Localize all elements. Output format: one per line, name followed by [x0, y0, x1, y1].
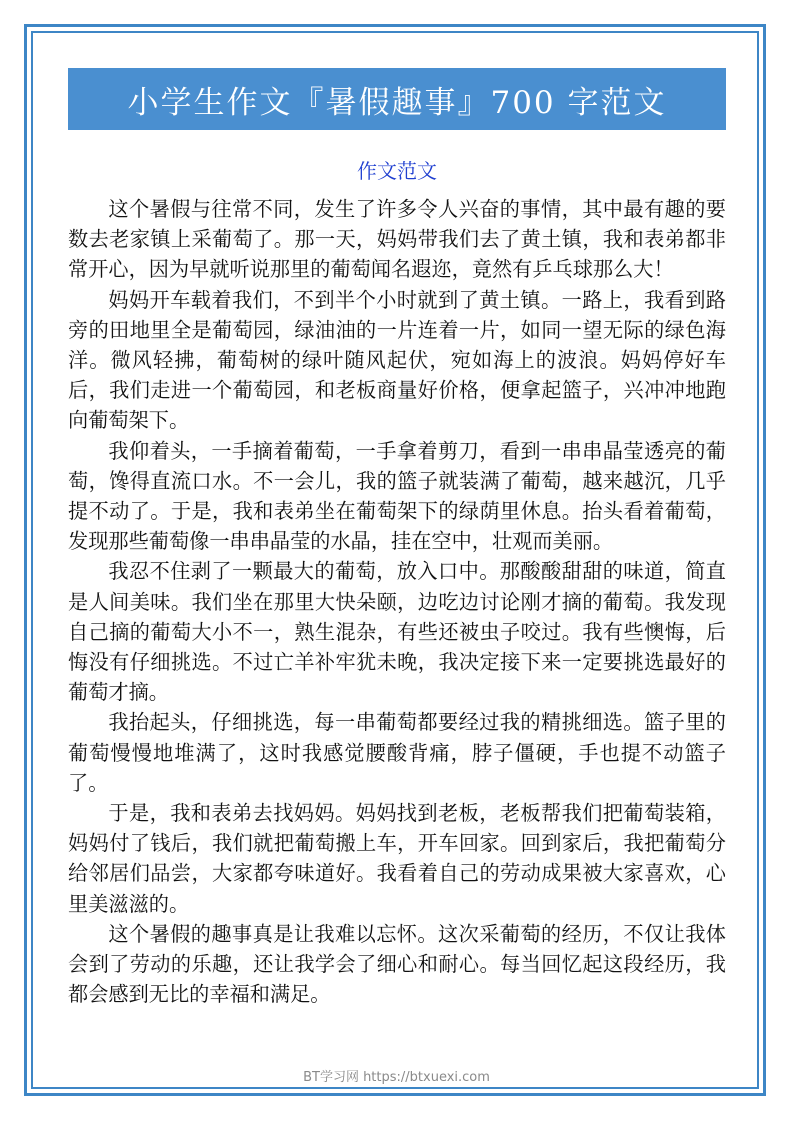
essay-body	[68, 194, 726, 1009]
page-title: 小学生作文『暑假趣事』700 字范文	[127, 84, 667, 121]
essay-paragraph: 这个暑假的趣事真是让我难以忘怀。这次采葡萄的经历，不仅让我体会到了劳动的乐趣，还让我学会了细心和耐心。每当回忆起这段经历，我都会感到无比的幸福和满足。	[68, 921, 726, 1007]
essay-paragraph: 这个暑假与往常不同，发生了许多令人兴奋的事情，其中最有趣的要数去老家镇上采葡萄了。那一天，妈妈带我们去了黄土镇，我和表弟都非常开心，因为早就听说那里的葡萄闻名遐迩，竟然有乒乓球那么大！	[68, 197, 726, 282]
essay-paragraph: 我忍不住剥了一颗最大的葡萄，放入口中。那酸酸甜甜的味道，简直是人间美味。我们坐在那里大快朵颐，边吃边讨论刚才摘的葡萄。我发现自己摘的葡萄大小不一，熟生混杂，有些还被虫子咬过。我有些懊悔，后悔没有仔细挑选。不过亡羊补牢犹未晚，我决定接下来一定要挑选最好的葡萄才摘。	[68, 559, 726, 705]
essay-paragraph: 我仰着头，一手摘着葡萄，一手拿着剪刀，看到一串串晶莹透亮的葡萄，馋得直流口水。不一会儿，我的篮子就装满了葡萄，越来越沉，几乎提不动了。于是，我和表弟坐在葡萄架下的绿荫里休息。抬头看着葡萄，发现那些葡萄像一串串晶莹的水晶，挂在空中，壮观而美丽。	[68, 438, 726, 554]
title-banner	[68, 68, 726, 130]
essay-paragraph: 我抬起头，仔细挑选，每一串葡萄都要经过我的精挑细选。篮子里的葡萄慢慢地堆满了，这时我感觉腰酸背痛，脖子僵硬，手也提不动篮子了。	[68, 710, 726, 795]
section-heading: 作文范文	[357, 159, 437, 183]
essay-paragraph: 于是，我和表弟去找妈妈。妈妈找到老板，老板帮我们把葡萄装箱，妈妈付了钱后，我们就把葡萄搬上车，开车回家。回到家后，我把葡萄分给邻居们品尝，大家都夸味道好。我看着自己的劳动成果被大家喜欢，心里美滋滋的。	[68, 801, 726, 916]
essay-paragraph: 妈妈开车载着我们，不到半个小时就到了黄土镇。一路上，我看到路旁的田地里全是葡萄园，绿油油的一片连着一片，如同一望无际的绿色海洋。微风轻拂，葡萄树的绿叶随风起伏，宛如海上的波浪。妈妈停好车后，我们走进一个葡萄园，和老板商量好价格，便拿起篮子，兴冲冲地跑向葡萄架下。	[68, 287, 726, 433]
footer-watermark-link[interactable]: BT学习网 https://btxuexi.com	[303, 1070, 490, 1085]
